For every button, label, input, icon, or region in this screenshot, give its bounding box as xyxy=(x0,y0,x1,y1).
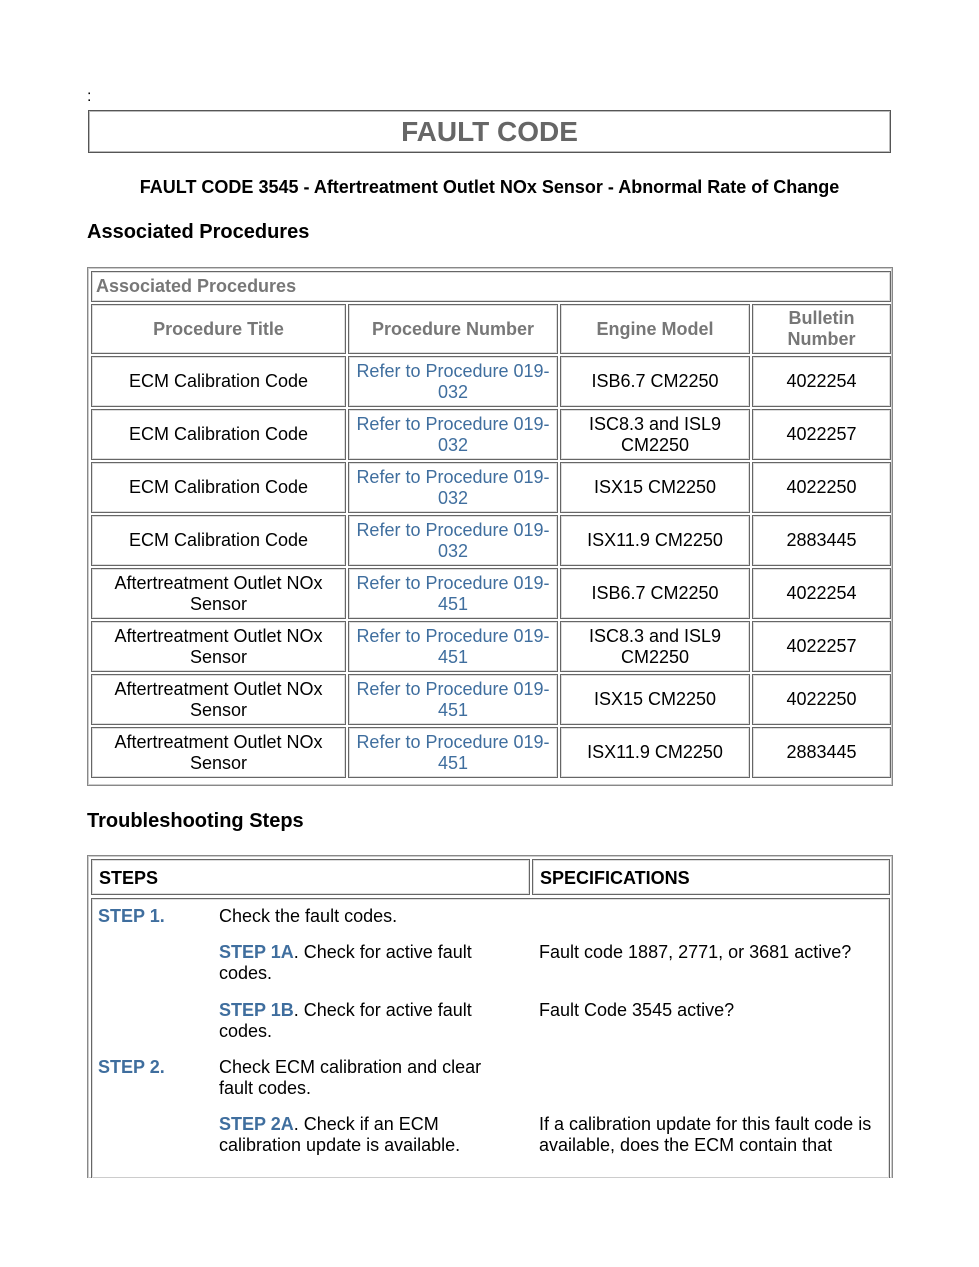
procedure-title-cell: ECM Calibration Code xyxy=(91,356,346,407)
fault-code-subtitle: FAULT CODE 3545 - Aftertreatment Outlet NOx Sensor - Abnormal Rate of Change xyxy=(139,177,840,197)
step-specification: Fault Code 3545 active? xyxy=(539,1000,735,1020)
page-title: FAULT CODE xyxy=(401,115,578,147)
procedure-link[interactable]: Refer to Procedure 019-451 xyxy=(356,678,550,720)
bulletin-number-cell: 2883445 xyxy=(752,727,891,778)
table-row xyxy=(91,409,891,460)
table-row xyxy=(91,356,891,407)
engine-model-cell: ISC8.3 and ISL9 CM2250 xyxy=(560,409,750,460)
bulletin-number-cell: 4022257 xyxy=(752,621,891,672)
engine-model-cell: ISX15 CM2250 xyxy=(560,462,750,513)
procedure-title-cell: Aftertreatment Outlet NOx Sensor xyxy=(91,568,346,619)
associated-procedures-table-wrapper xyxy=(87,267,893,786)
troubleshooting-body xyxy=(91,898,890,1178)
substep-link[interactable]: STEP 2A xyxy=(219,1114,294,1134)
engine-model-cell: ISB6.7 CM2250 xyxy=(560,356,750,407)
table-caption: Associated Procedures xyxy=(91,271,891,302)
page-title-box xyxy=(88,110,891,153)
engine-model-cell: ISB6.7 CM2250 xyxy=(560,568,750,619)
step-description: Check the fault codes. xyxy=(219,906,398,926)
procedure-link[interactable]: Refer to Procedure 019-451 xyxy=(356,731,550,773)
procedure-link[interactable]: Refer to Procedure 019-032 xyxy=(356,360,550,402)
substep-text: . Check for active fault codes. xyxy=(219,942,472,983)
engine-model-cell: ISC8.3 and ISL9 CM2250 xyxy=(560,621,750,672)
procedure-title-cell: Aftertreatment Outlet NOx Sensor xyxy=(91,727,346,778)
table-row xyxy=(91,727,891,778)
procedure-title-cell: ECM Calibration Code xyxy=(91,515,346,566)
column-header-engine-model: Engine Model xyxy=(560,304,750,354)
step-specification: If a calibration update for this fault code is available, does the ECM contain that xyxy=(539,1114,872,1155)
column-header-procedure-title: Procedure Title xyxy=(91,304,346,354)
substep-text: . Check for active fault codes. xyxy=(219,1000,472,1041)
procedure-title-cell: Aftertreatment Outlet NOx Sensor xyxy=(91,621,346,672)
table-row xyxy=(91,515,891,566)
substep-link[interactable]: STEP 1A xyxy=(219,942,294,962)
step-description xyxy=(219,1114,509,1156)
procedure-link[interactable]: Refer to Procedure 019-032 xyxy=(356,519,550,561)
troubleshooting-table xyxy=(87,855,893,1178)
engine-model-cell: ISX15 CM2250 xyxy=(560,674,750,725)
procedure-title-cell: ECM Calibration Code xyxy=(91,462,346,513)
steps-column-header: STEPS xyxy=(91,859,530,895)
engine-model-cell: ISX11.9 CM2250 xyxy=(560,515,750,566)
troubleshooting-steps-heading: Troubleshooting Steps xyxy=(87,810,304,832)
procedure-title-cell: ECM Calibration Code xyxy=(91,409,346,460)
column-header-procedure-number: Procedure Number xyxy=(348,304,558,354)
substep-text: . Check if an ECM calibration update is available. xyxy=(219,1114,461,1155)
bulletin-number-cell: 4022254 xyxy=(752,568,891,619)
column-header-bulletin-number: Bulletin Number xyxy=(752,304,891,354)
bulletin-number-cell: 4022250 xyxy=(752,674,891,725)
bulletin-number-cell: 4022254 xyxy=(752,356,891,407)
bulletin-number-cell: 4022257 xyxy=(752,409,891,460)
engine-model-cell: ISX11.9 CM2250 xyxy=(560,727,750,778)
step-specification: Fault code 1887, 2771, or 3681 active? xyxy=(539,942,852,962)
procedure-link[interactable]: Refer to Procedure 019-451 xyxy=(356,572,550,614)
table-row xyxy=(91,674,891,725)
table-header-row xyxy=(91,304,891,354)
step-description xyxy=(219,1000,509,1042)
bulletin-number-cell: 2883445 xyxy=(752,515,891,566)
procedure-title-cell: Aftertreatment Outlet NOx Sensor xyxy=(91,674,346,725)
table-row xyxy=(91,568,891,619)
step-description xyxy=(219,942,509,984)
procedure-link[interactable]: Refer to Procedure 019-451 xyxy=(356,625,550,667)
associated-procedures-table xyxy=(89,269,893,780)
procedure-link[interactable]: Refer to Procedure 019-032 xyxy=(356,466,550,508)
procedure-link[interactable]: Refer to Procedure 019-032 xyxy=(356,413,550,455)
associated-procedures-heading: Associated Procedures xyxy=(87,221,310,243)
substep-link[interactable]: STEP 1B xyxy=(219,1000,294,1020)
table-row xyxy=(91,621,891,672)
bulletin-number-cell: 4022250 xyxy=(752,462,891,513)
step-link[interactable]: STEP 2. xyxy=(98,1057,165,1077)
table-row xyxy=(91,462,891,513)
specifications-column-header: SPECIFICATIONS xyxy=(532,859,890,895)
page-colon: : xyxy=(87,88,92,105)
step-description: Check ECM calibration and clear fault codes. xyxy=(219,1057,482,1098)
step-link[interactable]: STEP 1. xyxy=(98,906,165,926)
